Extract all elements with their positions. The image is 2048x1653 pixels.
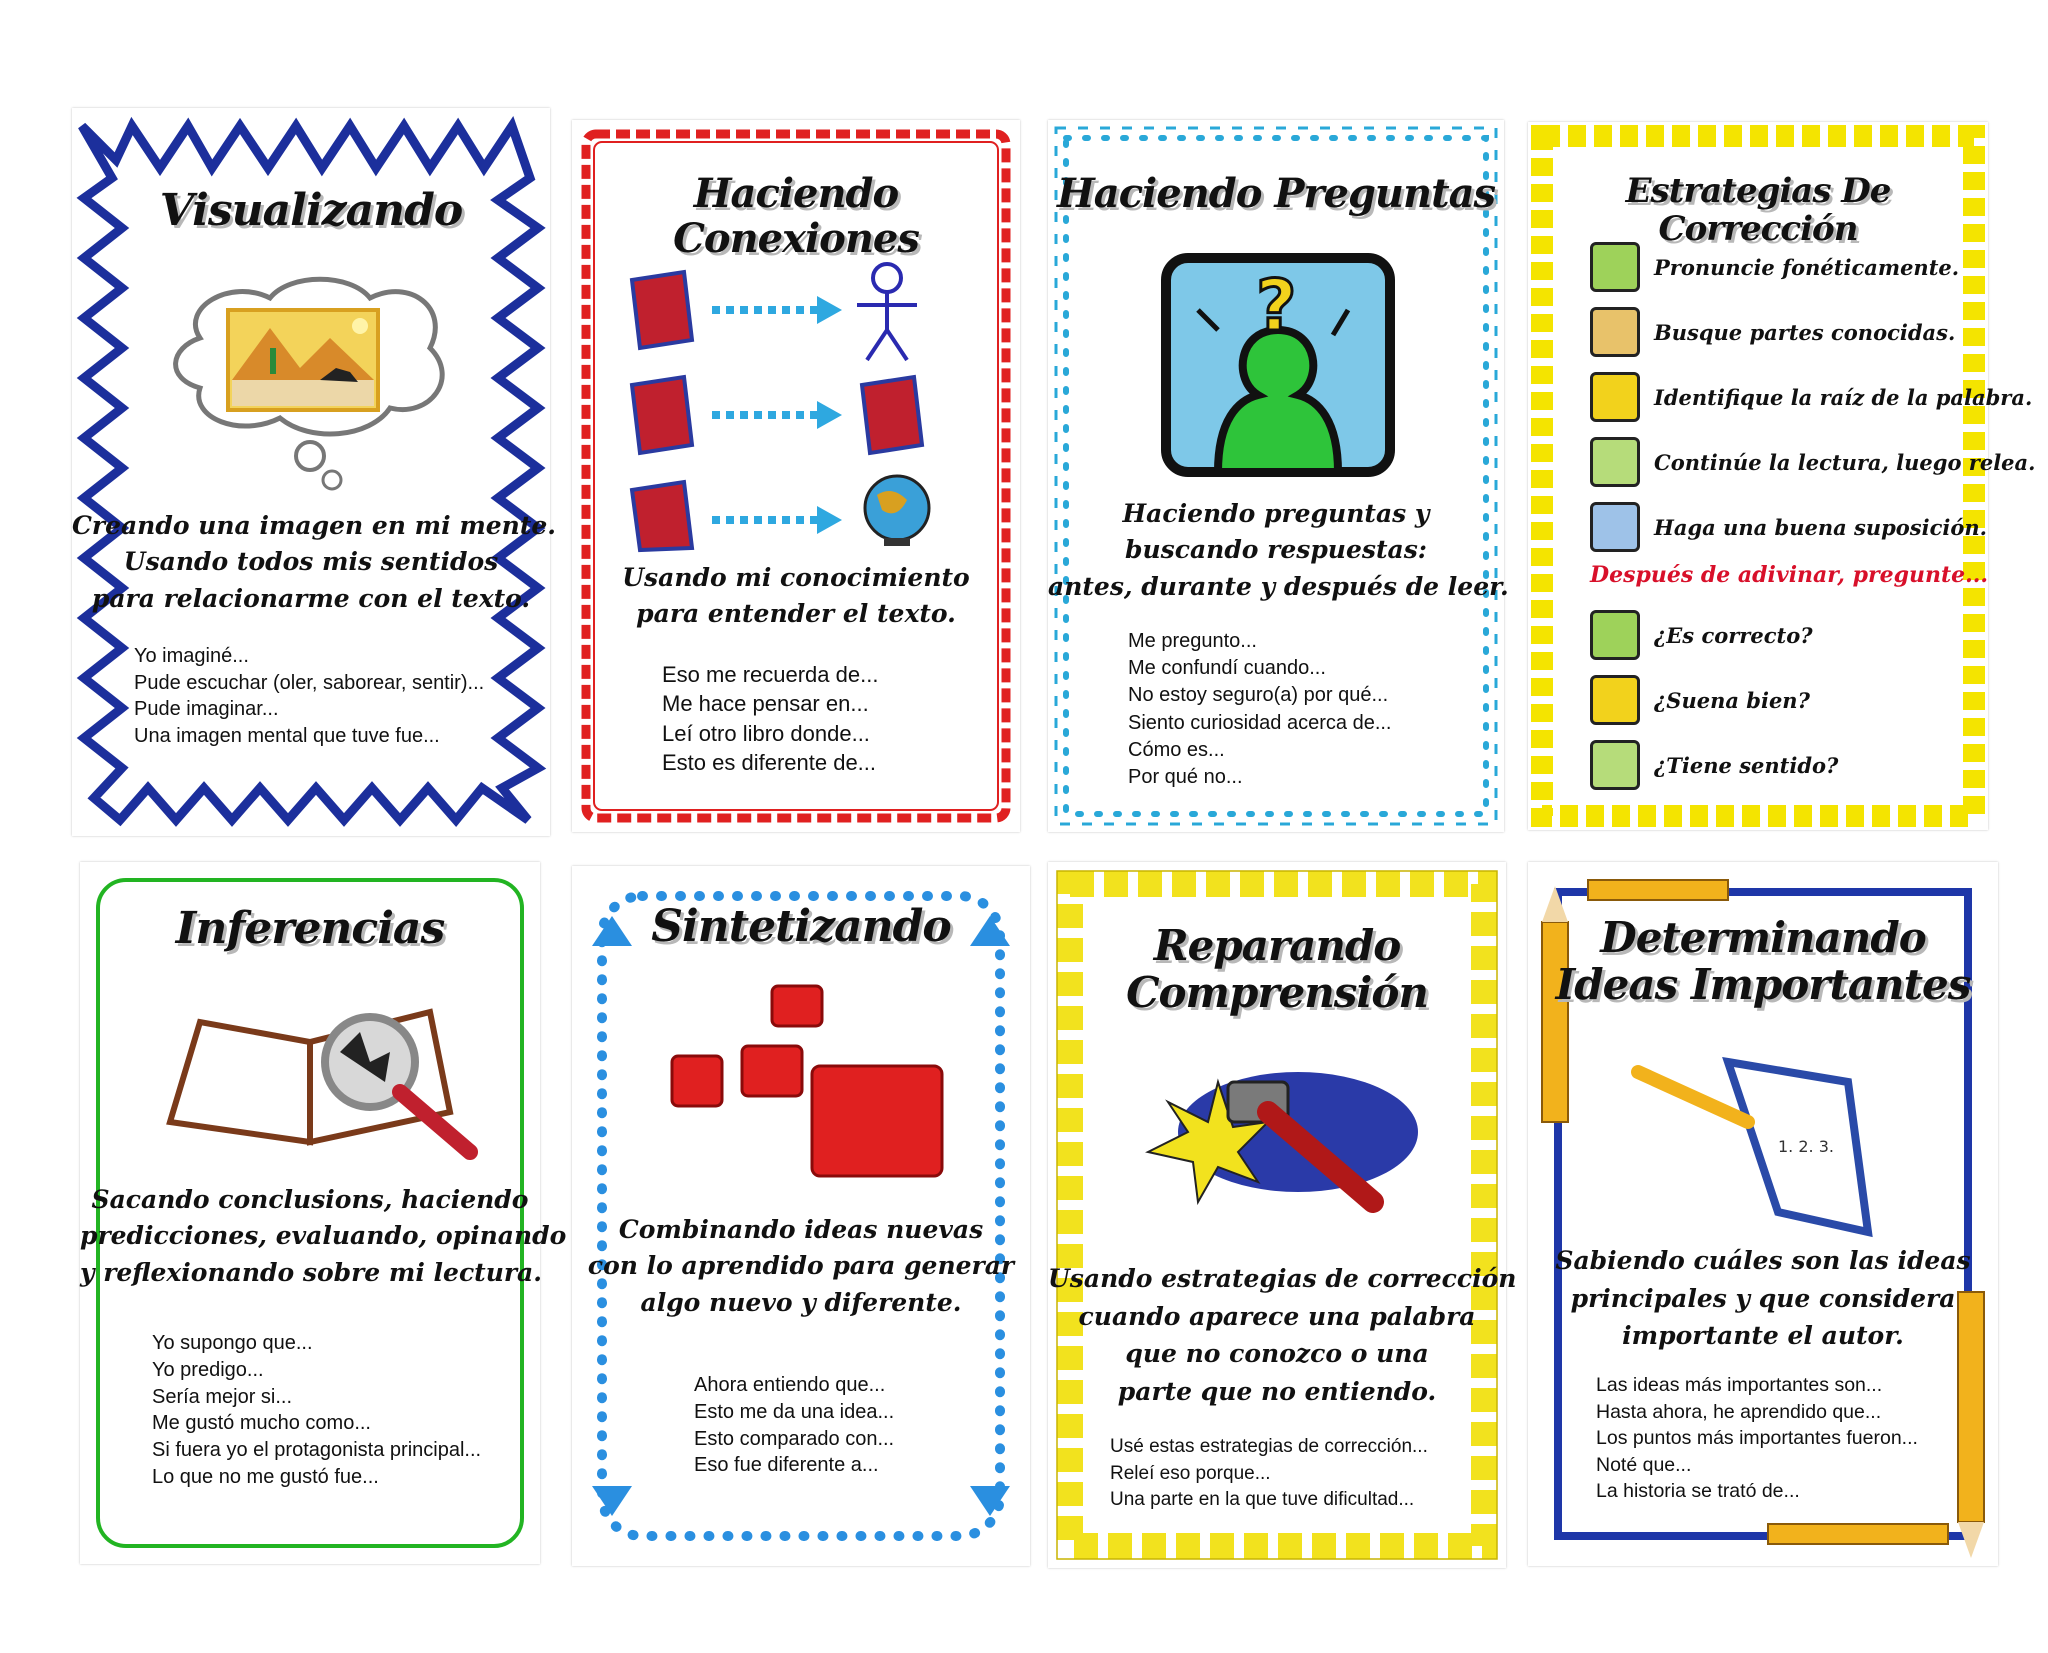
title-line: Reparando xyxy=(1153,921,1401,970)
question-label: ¿Tiene sentido? xyxy=(1654,752,1839,778)
strategy-item xyxy=(1590,437,2036,487)
poster-title xyxy=(1528,914,1998,1008)
prompt-line: Releí eso porque... xyxy=(1110,1462,1271,1484)
question-item xyxy=(1590,740,1978,790)
poster-haciendo-preguntas xyxy=(1048,120,1509,832)
phonics-icon xyxy=(1590,242,1640,292)
question-item xyxy=(1590,675,1978,725)
thinking-head-icon xyxy=(1590,740,1640,790)
strategy-item xyxy=(1590,307,1978,357)
subtitle-line: Usando todos mis sentidos xyxy=(123,547,499,577)
svg-text:?: ? xyxy=(1256,265,1297,347)
poster-title: Haciendo Conexiones xyxy=(673,170,919,262)
strategy-label: Haga una buena suposición. xyxy=(1654,514,1987,540)
connections-diagram-icon xyxy=(622,250,972,550)
prompt-lines xyxy=(152,1330,481,1491)
poster-title: Estrategias De Corrección xyxy=(1625,171,1891,250)
prompt-line: Me pregunto... xyxy=(1128,630,1257,652)
prompt-line: Siento curiosidad acerca de... xyxy=(1128,711,1392,734)
poster-title: Sintetizando xyxy=(651,901,951,952)
prompt-line: Me gustó mucho como... xyxy=(152,1412,371,1435)
subtitle-line: Haciendo preguntas y xyxy=(1122,499,1430,528)
poster-subtitle xyxy=(1528,1242,1998,1355)
subtitle-line: Creando una imagen en mi mente. xyxy=(72,511,557,540)
poster-sintetizando xyxy=(572,866,1030,1566)
prompt-line: Esto es diferente de... xyxy=(662,749,877,775)
poster-determinando-ideas-importantes xyxy=(1528,862,1998,1566)
poster-title xyxy=(1048,922,1506,1016)
listening-face-icon xyxy=(1590,675,1640,725)
strategy-item xyxy=(1590,372,2033,422)
prompt-line: Cómo es... xyxy=(1128,738,1225,761)
svg-text:1. 2. 3.: 1. 2. 3. xyxy=(1778,1137,1834,1156)
prompt-line: Me confundí cuando... xyxy=(1128,657,1326,680)
strategy-item xyxy=(1590,502,1987,552)
prompt-line: Por qué no... xyxy=(1128,765,1243,788)
prompt-line: Lo que no me gustó fue... xyxy=(152,1465,379,1488)
subtitle-line: Sabiendo cuáles son las ideas xyxy=(1555,1246,1971,1275)
prompt-line: Leí otro libro donde... xyxy=(662,720,870,746)
prompt-line: Una parte en la que tuve dificultad... xyxy=(1110,1489,1415,1511)
prompt-line: Pude imaginar... xyxy=(134,698,279,721)
strategy-item xyxy=(1590,242,1978,292)
book-magnifier-icon xyxy=(160,982,480,1162)
book-icon xyxy=(632,272,692,348)
poster-subtitle xyxy=(572,560,1020,633)
subtitle-line: importante el autor. xyxy=(1622,1321,1904,1350)
poster-title: Visualizando xyxy=(159,185,463,236)
prompt-line: Me hace pensar en... xyxy=(662,691,869,717)
poster-subtitle xyxy=(1048,496,1509,605)
prompt-lines xyxy=(1596,1372,1918,1505)
title-line: Comprensión xyxy=(1126,968,1428,1018)
subtitle-line: Usando mi conocimiento xyxy=(622,563,970,592)
eye-icon xyxy=(1590,610,1640,660)
strategy-label: Continúe la lectura, luego relea. xyxy=(1654,449,2036,475)
prompt-line: Yo predigo... xyxy=(152,1358,264,1381)
prompt-line: No estoy seguro(a) por qué... xyxy=(1128,684,1389,707)
prompt-line: Esto comparado con... xyxy=(694,1427,895,1450)
prompt-line: Ahora entiendo que... xyxy=(694,1374,886,1396)
prompt-lines xyxy=(1128,628,1392,791)
subtitle-line: que no conozco o una xyxy=(1125,1339,1429,1368)
poster-subtitle xyxy=(1048,1260,1517,1410)
poster-inferencias xyxy=(80,862,567,1564)
subtitle-line: buscando respuestas: xyxy=(1124,535,1428,565)
reread-icon xyxy=(1590,437,1640,487)
poster-subtitle xyxy=(572,1212,1030,1321)
prompt-line: Las ideas más importantes son... xyxy=(1596,1374,1883,1396)
prompt-line: Si fuera yo el protagonista principal... xyxy=(152,1439,482,1462)
magnifier-icon xyxy=(1590,307,1640,357)
prompt-line: Usé estas estrategias de corrección... xyxy=(1110,1436,1428,1457)
subtitle-line: Combinando ideas nuevas xyxy=(618,1215,984,1244)
poster-title: Haciendo Preguntas xyxy=(1056,170,1495,217)
poster-subtitle xyxy=(72,508,557,617)
poster-reparando-comprension xyxy=(1048,862,1517,1568)
prompt-line: Pude escuchar (oler, saborear, sentir)... xyxy=(134,671,485,694)
subtitle-line: algo nuevo y diferente. xyxy=(640,1287,962,1317)
subtitle-line: y reflexionando sobre mi lectura. xyxy=(80,1257,542,1287)
prompt-lines xyxy=(694,1372,894,1479)
prompt-lines xyxy=(134,643,484,749)
prompt-line: Eso fue diferente a... xyxy=(694,1454,879,1477)
title-line: Determinando xyxy=(1600,913,1926,962)
strategy-label: Pronuncie fonéticamente. xyxy=(1654,254,1960,280)
prompt-line: Noté que... xyxy=(1596,1453,1692,1476)
prompt-line: Hasta ahora, he aprendido que... xyxy=(1596,1400,1882,1423)
prompt-line: Eso me recuerda de... xyxy=(662,662,879,687)
subtitle-line: Usando estrategias de corrección xyxy=(1048,1264,1517,1293)
prompt-lines xyxy=(1110,1434,1428,1514)
subtitle-line: predicciones, evaluando, opinando xyxy=(80,1221,567,1251)
prompt-line: La historia se trató de... xyxy=(1596,1480,1800,1503)
subtitle-line: para entender el texto. xyxy=(636,599,956,629)
subtitle-line: Sacando conclusions, haciendo xyxy=(91,1185,529,1214)
title-line: Ideas Importantes xyxy=(1555,960,1971,1010)
puzzle-pieces-icon xyxy=(652,976,962,1196)
after-guess-heading: Después de adivinar, pregunte... xyxy=(1590,562,1989,588)
notebook-pencil-icon xyxy=(1628,1042,1908,1242)
strategy-label: Busque partes conocidas. xyxy=(1654,319,1956,345)
poster-estrategias-de-correccion xyxy=(1528,122,2036,830)
lightbulb-icon xyxy=(1590,502,1640,552)
thought-cloud-icon xyxy=(160,268,460,498)
prompt-line: Una imagen mental que tuve fue... xyxy=(134,724,440,747)
subtitle-line: con lo aprendido para generar xyxy=(587,1251,1015,1281)
question-label: ¿Es correcto? xyxy=(1654,622,1813,648)
hammer-icon xyxy=(1138,1042,1428,1242)
word-root-icon xyxy=(1590,372,1640,422)
prompt-line: Yo supongo que... xyxy=(152,1332,313,1354)
prompt-line: Los puntos más importantes fueron... xyxy=(1596,1427,1918,1450)
poster-haciendo-conexiones xyxy=(572,120,1020,832)
question-label: ¿Suena bien? xyxy=(1654,687,1810,713)
subtitle-line: para relacionarme con el texto. xyxy=(91,583,531,613)
poster-visualizando xyxy=(72,108,557,836)
strategy-label: Identifique la raíz de la palabra. xyxy=(1654,384,2033,410)
question-person-icon xyxy=(1158,250,1398,480)
poster-subtitle xyxy=(80,1182,567,1291)
subtitle-line: principales y que considera xyxy=(1570,1283,1956,1313)
prompt-line: Esto me da una idea... xyxy=(694,1400,895,1423)
subtitle-line: parte que no entiendo. xyxy=(1117,1376,1437,1406)
prompt-line: Sería mejor si... xyxy=(152,1385,293,1408)
prompt-line: Yo imaginé... xyxy=(134,645,249,667)
prompt-lines xyxy=(662,660,878,777)
subtitle-line: antes, durante y después de leer. xyxy=(1048,571,1509,601)
subtitle-line: cuando aparece una palabra xyxy=(1078,1301,1476,1331)
poster-title: Inferencias xyxy=(175,903,445,954)
question-item xyxy=(1590,610,1978,660)
